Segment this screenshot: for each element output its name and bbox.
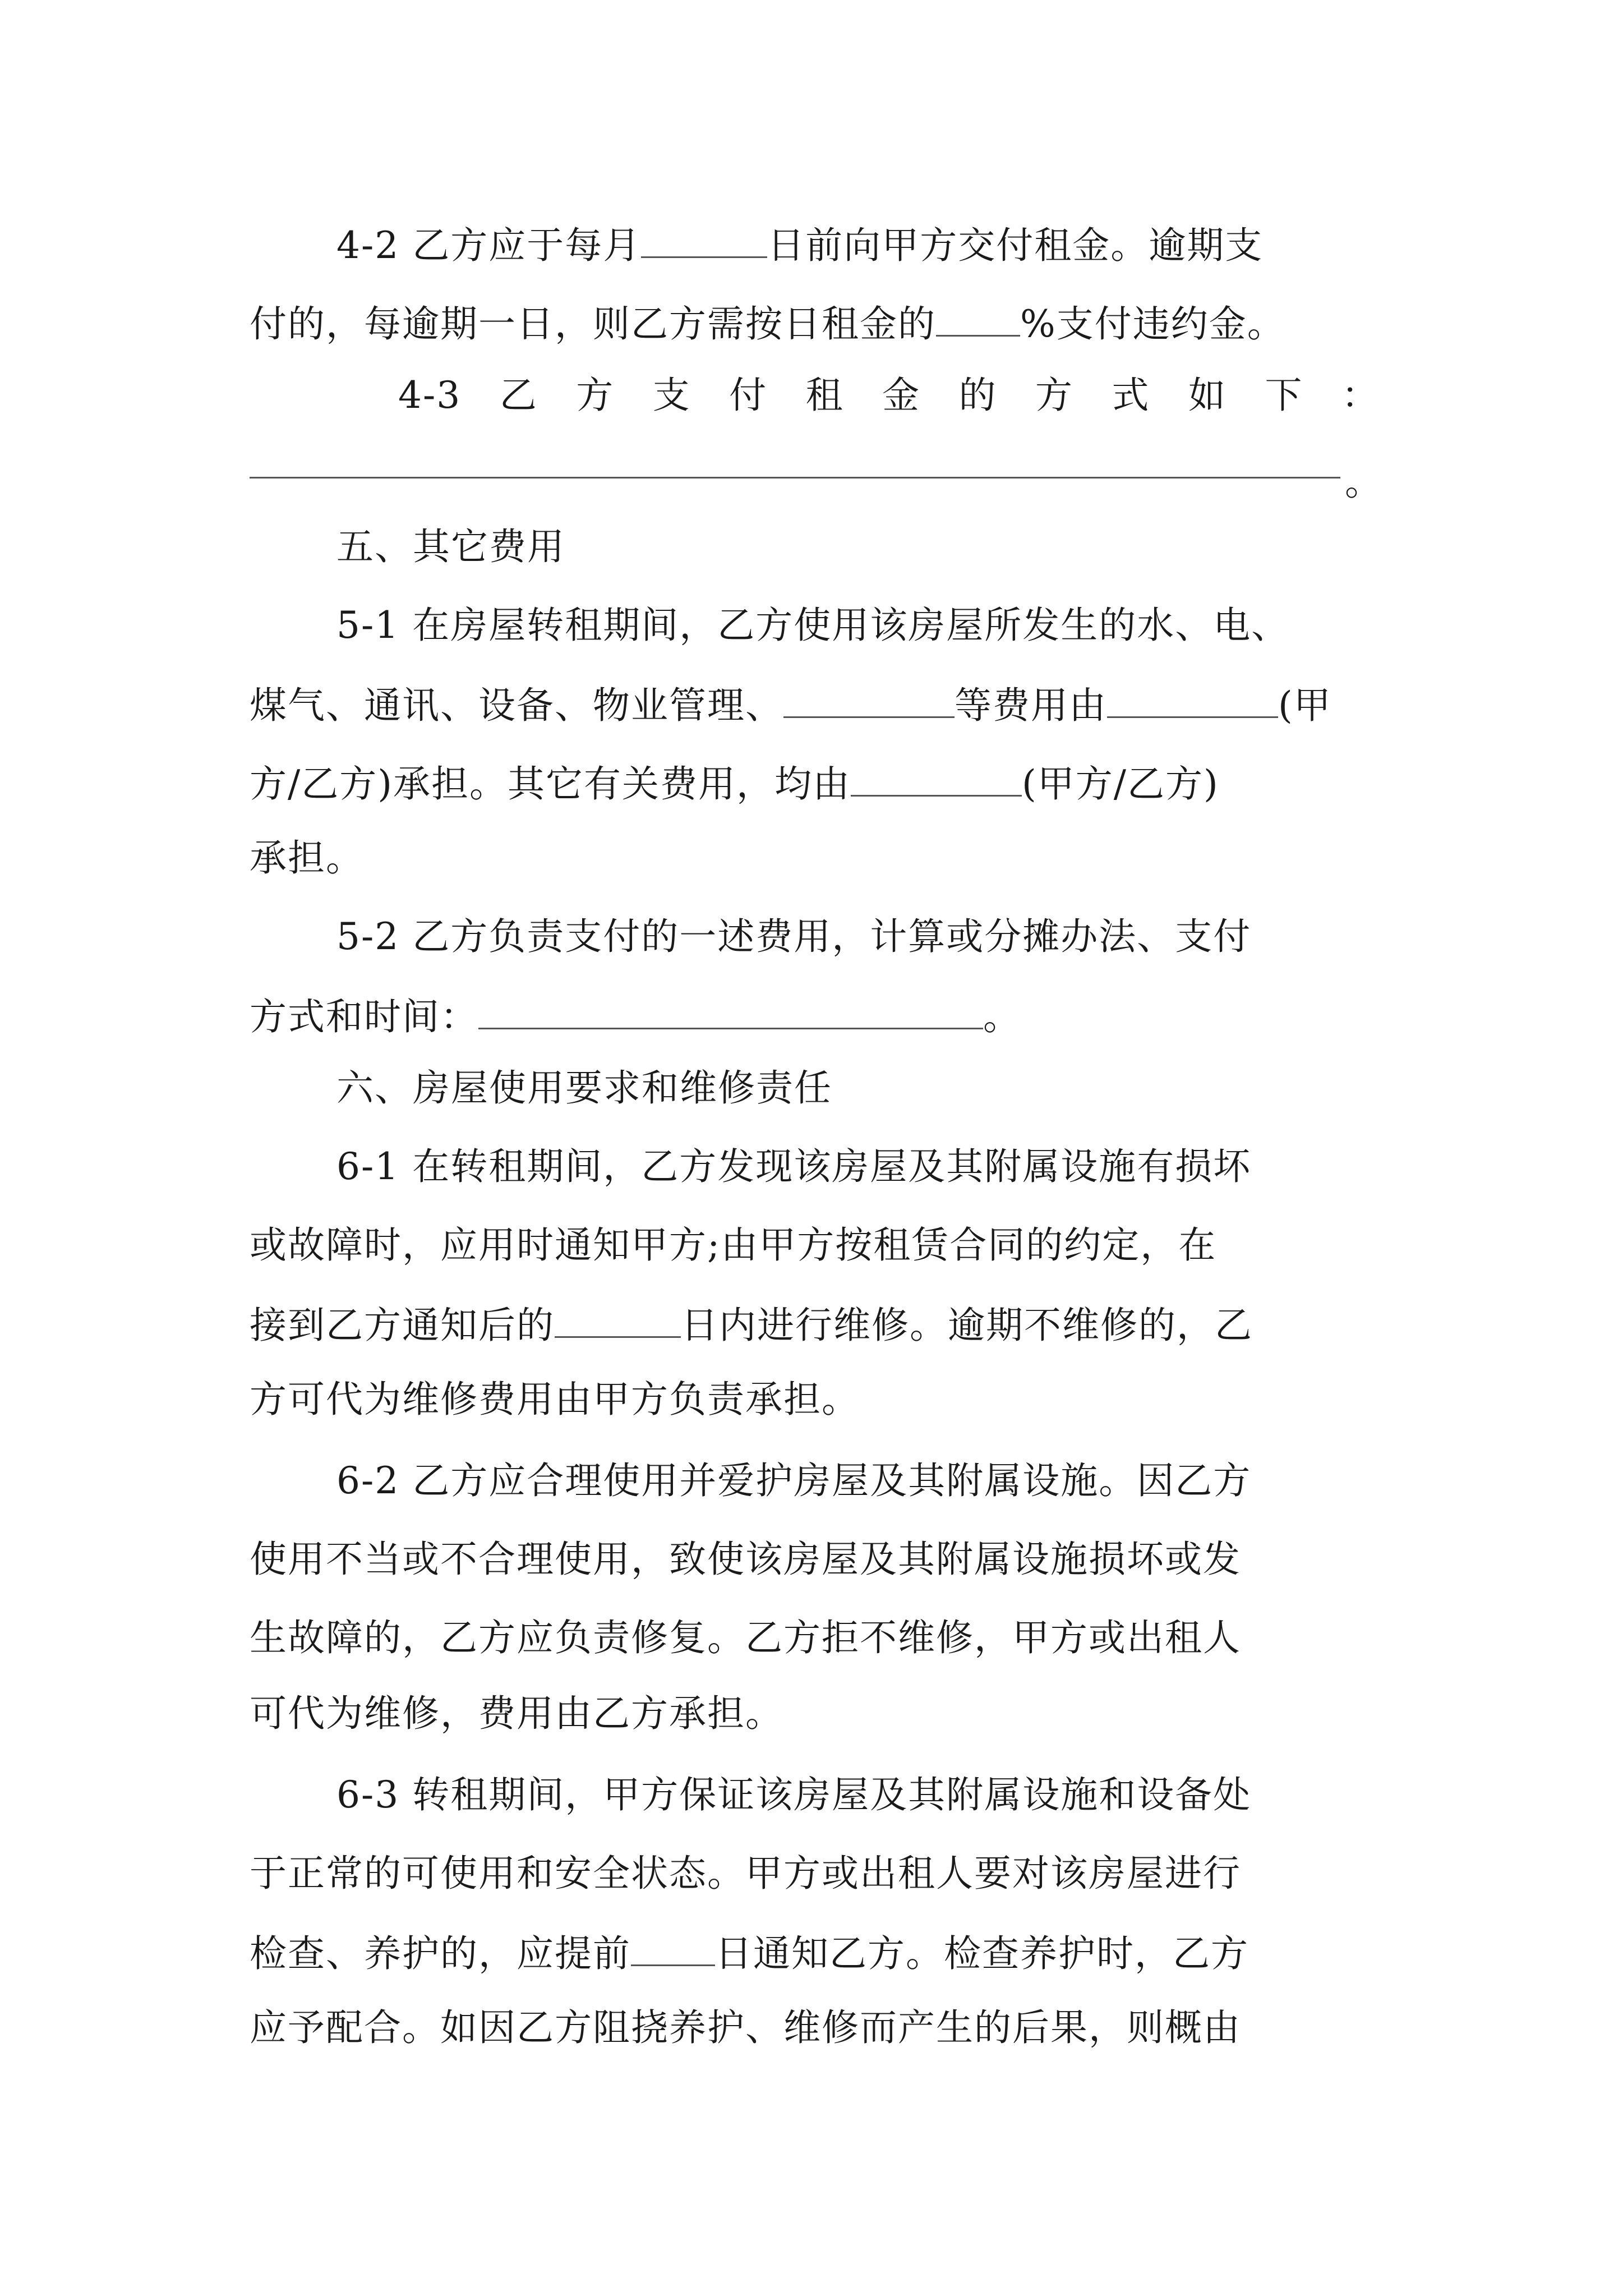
- inspection-text: 检查、养护的，应提前: [250, 1932, 631, 1975]
- blank-field: [478, 993, 983, 1029]
- blank-field: [936, 300, 1020, 337]
- text-line: [250, 682, 1332, 728]
- clause-6-3-text: 6-3 转租期间，甲方保证该房屋及其附属设施和设备处: [336, 1773, 1252, 1816]
- text-line: [250, 300, 1285, 347]
- spread-char: 乙: [499, 374, 538, 417]
- clause-4-2-text-cont: 日前向甲方交付租金。逾期支: [767, 224, 1264, 267]
- clause-4-3-heading: [398, 373, 1380, 418]
- penalty-text-cont: %支付违约金。: [1020, 302, 1285, 346]
- spread-char: 下: [1265, 374, 1303, 417]
- clause-6-2-text: 6-2 乙方应合理使用并爱护房屋及其附属设施。因乙方: [336, 1459, 1252, 1502]
- inspection-text-cont: 日通知乙方。检查养护时，乙方: [715, 1932, 1249, 1975]
- blank-field: [641, 222, 767, 258]
- period-mark: 。: [1345, 461, 1382, 504]
- clause-5-1-text: 5-1 在房屋转租期间，乙方使用该房屋所发生的水、电、: [336, 604, 1290, 647]
- clause-4-2-text: 4-2 乙方应于每月: [336, 224, 642, 267]
- fees-text: 煤气、通讯、设备、物业管理、: [250, 684, 783, 727]
- repair-text-cont: 日内进行维修。逾期不维修的，乙: [681, 1304, 1253, 1347]
- spread-char: 的: [958, 374, 997, 417]
- text-line: [336, 222, 1263, 268]
- spread-char: ：: [1341, 374, 1380, 417]
- spread-char: 付: [729, 374, 768, 417]
- blank-field: [783, 682, 955, 718]
- text-line: [250, 1301, 1253, 1348]
- spread-char: 式: [1112, 374, 1150, 417]
- section-6-heading: 六、房屋使用要求和维修责任: [336, 1066, 832, 1110]
- text-line: 于正常的可使用和安全状态。甲方或出租人要对该房屋进行: [250, 1852, 1241, 1895]
- penalty-text: 付的，每逾期一日，则乙方需按日租金的: [250, 302, 936, 346]
- spread-char: 租: [805, 374, 844, 417]
- payment-method-blank: [250, 477, 1340, 478]
- fees-text-end: (甲: [1278, 684, 1332, 727]
- repair-text: 接到乙方通知后的: [250, 1304, 555, 1347]
- fees-text: 方/乙方)承担。其它有关费用，均由: [250, 762, 851, 806]
- clause-6-1-text: 6-1 在转租期间，乙方发现该房屋及其附属设施有损坏: [336, 1145, 1252, 1188]
- text-line: [250, 993, 1021, 1039]
- blank-field: [1107, 682, 1278, 718]
- blank-field: [631, 1930, 715, 1966]
- clause-5-2-text: 5-2 乙方负责支付的一述费用，计算或分摊办法、支付: [336, 915, 1252, 958]
- text-line: 可代为维修，费用由乙方承担。: [250, 1692, 783, 1735]
- spread-char: 方: [576, 374, 615, 417]
- text-line: [250, 1930, 1249, 1976]
- text-line: 或故障时，应用时通知甲方;由甲方按租赁合同的约定，在: [250, 1223, 1217, 1267]
- blank-field: [555, 1301, 681, 1338]
- fees-text-cont: 等费用由: [955, 684, 1107, 727]
- text-line: 生故障的，乙方应负责修复。乙方拒不维修，甲方或出租人: [250, 1616, 1241, 1659]
- spread-char: 方: [1035, 374, 1074, 417]
- spread-char: 支: [652, 374, 691, 417]
- text-line: 使用不当或不合理使用，致使该房屋及其附属设施损坏或发: [250, 1538, 1241, 1581]
- spread-char: 4-3: [398, 374, 462, 417]
- text-line: 承担。: [250, 836, 364, 880]
- text-line: 应予配合。如因乙方阻挠养护、维修而产生的后果，则概由: [250, 2006, 1241, 2049]
- section-5-heading: 五、其它费用: [336, 525, 565, 568]
- period-mark: 。: [983, 995, 1021, 1038]
- blank-field: [851, 760, 1022, 797]
- text-line: [250, 760, 1219, 807]
- fees-text-cont: (甲方/乙方): [1022, 762, 1219, 806]
- spread-char: 金: [882, 374, 921, 417]
- payment-time-label: 方式和时间：: [250, 995, 478, 1038]
- spread-char: 如: [1188, 374, 1227, 417]
- text-line: 方可代为维修费用由甲方负责承担。: [250, 1378, 860, 1421]
